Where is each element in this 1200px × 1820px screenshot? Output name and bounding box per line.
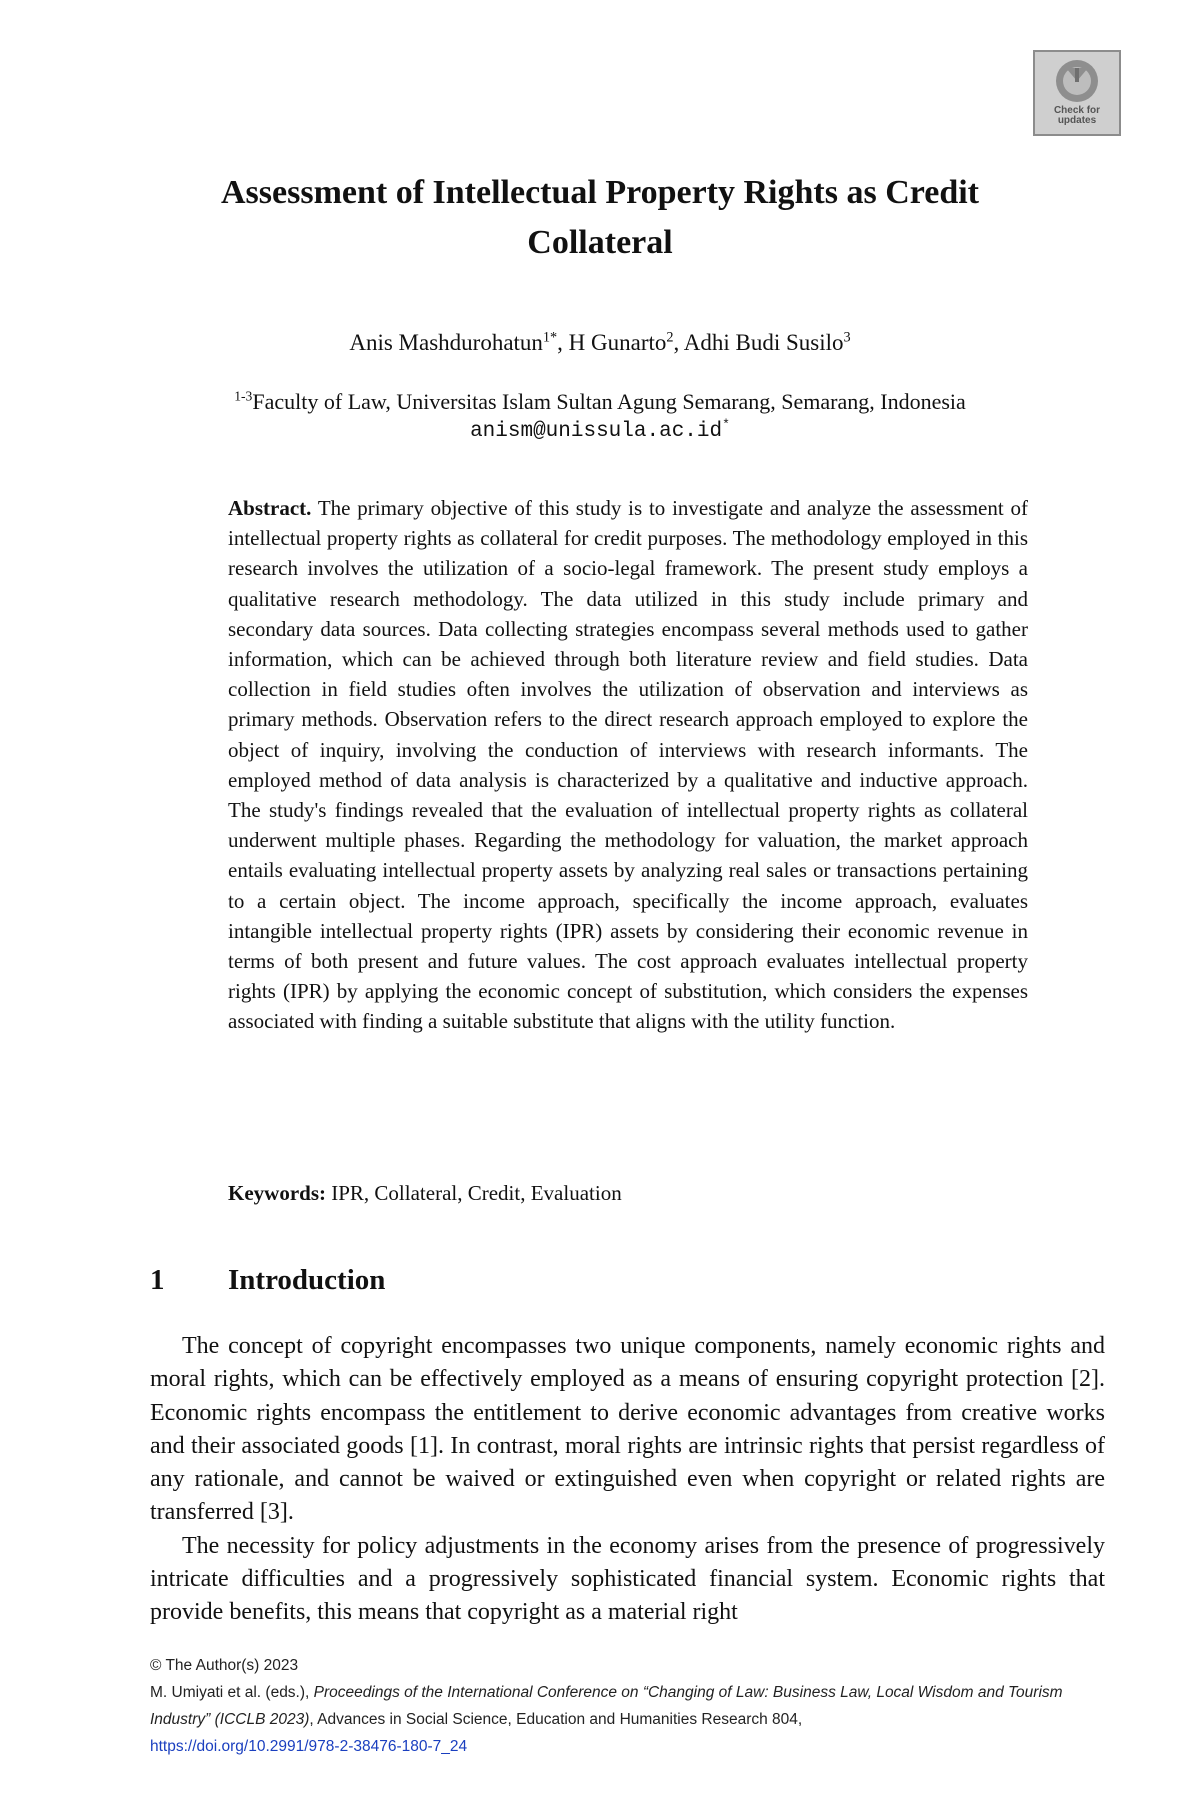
keywords-text: IPR, Collateral, Credit, Evaluation [331, 1181, 622, 1205]
check-for-updates-icon [1054, 58, 1100, 104]
author-affiliation [150, 388, 1050, 416]
author-name: H Gunarto [568, 330, 667, 355]
affiliation-mark: 1-3 [234, 388, 253, 404]
author-name: Adhi Budi Susilo [683, 330, 844, 355]
doi-line [150, 1733, 1110, 1760]
paragraph: The necessity for policy adjustments in the economy arises from the presence of progressively intricate difficulties and a progressively sophisticated financial system. Economic rights that provide benefits, this means that copyright as a material right [150, 1532, 1105, 1626]
citation-editors: M. Umiyati et al. (eds.), [150, 1684, 310, 1701]
paper-title: Assessment of Intellectual Property Rights as Credit Collateral [221, 174, 979, 261]
series-info: , Advances in Social Science, Education and Humanities Research 804, [309, 1711, 803, 1728]
section-title: Introduction [228, 1264, 386, 1296]
abstract-text: The primary objective of this study is to investigate and analyze the assessment of intellectual property rights as collateral for credit purposes. The methodology employed in this research involves the utilization of a socio-legal framework. The present study employs a qualitative research methodology. The data utilized in this study include primary and secondary data sources. Data collecting strategies encompass several methods used to gather information, which can be achieved through both literature review and field studies. Data collection in field studies often involves the utilization of observation and interviews as primary methods. Observation refers to the direct research approach employed to explore the object of inquiry, involving the conduction of interviews with research informants. The employed method of data analysis is characterized by a qualitative and inductive approach. The study's findings revealed that the evaluation of intellectual property rights as collateral underwent multiple phases. Regarding the methodology for valuation, the market approach entails evaluating intellectual property assets by analyzing real sales or transactions pertaining to a certain object. The income approach, specifically the income approach, evaluates intangible intellectual property rights (IPR) assets by considering their economic revenue in terms of both present and future values. The cost approach evaluates intellectual property rights (IPR) by applying the economic concept of substitution, which considers the expenses associated with finding a suitable substitute that aligns with the utility function. [228, 496, 1029, 1034]
corresponding-mark: * [722, 417, 730, 432]
affiliation-text: Faculty of Law, Universitas Islam Sultan Agung Semarang, Semarang, Indonesia [252, 389, 966, 414]
author-affiliation-mark: 3 [843, 329, 851, 346]
check-for-updates-label: Check for updates [1053, 105, 1101, 126]
publication-footer [150, 1652, 1110, 1760]
section-number: 1 [150, 1264, 165, 1296]
doi-link[interactable]: https://doi.org/10.2991/978-2-38476-180-7_24 [150, 1738, 468, 1755]
check-for-updates-badge[interactable] [1033, 50, 1121, 136]
author-affiliation-mark: 1* [542, 329, 558, 346]
copyright-line: © The Author(s) 2023 [150, 1657, 299, 1674]
abstract-label: Abstract. [228, 496, 312, 520]
paragraph: The concept of copyright encompasses two unique components, namely economic rights and moral rights, which can be effectively employed as a means of ensuring copyright protection [2]. Economic rights encompass the entitlement to derive economic advantages from creative works and their associated goods [1]. In contrast, moral rights are intrinsic rights that persist regardless of any rationale, and cannot be waived or extinguished even when copyright or related rights are transferred [3]. [150, 1333, 1105, 1526]
author-list: Anis Mashdurohatun$^{1*}$, H Gunarto$^2$, Adhi Budi Susilo$^3$ [349, 329, 851, 355]
keywords [228, 1178, 1028, 1208]
abstract [228, 493, 1028, 1037]
keywords-label: Keywords: [228, 1181, 326, 1205]
author-name: Anis Mashdurohatun [349, 330, 543, 355]
section-heading [150, 1262, 1050, 1298]
introduction-body [150, 1330, 1105, 1630]
corresponding-email[interactable] [150, 418, 1050, 446]
citation-line [150, 1679, 1110, 1733]
author-affiliation-mark: 2 [666, 329, 674, 346]
email-address[interactable]: anism@unissula.ac.id [470, 420, 723, 443]
proceedings-title: Proceedings of the International Conference on “Changing of Law: Business Law, Local Wisdom and Tourism Industry” (ICCLB 2023) [150, 1684, 1063, 1728]
